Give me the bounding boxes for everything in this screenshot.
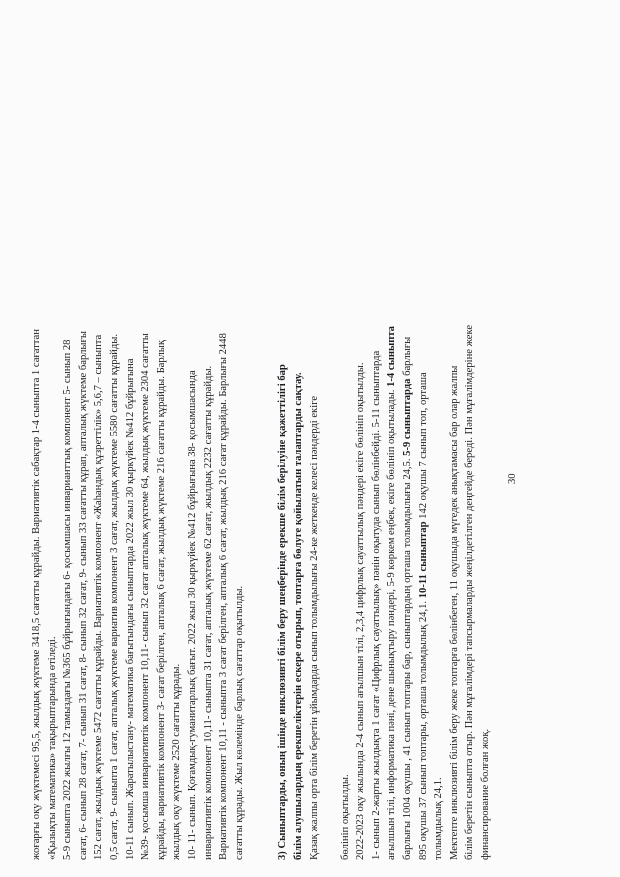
text-run: финансирование болған жоқ. <box>480 728 492 860</box>
bold-text: 3) Сыныптарды, оның ішінде инклюзивті білім беру шеңберінде ерекше білім берілуіне қажеттілігі бар <box>277 364 289 860</box>
text-line <box>45 24 61 860</box>
text-line <box>201 24 217 860</box>
text-run: «Қызықты математика» тақырыптарында өтіледі. <box>46 636 58 860</box>
bold-text: 10-11 сыныптар <box>417 521 429 599</box>
text-run: 10-11 сынып. Жаратылыстану- математика бағытындағы сыныптарда 2022 жыл 30 қыркүйек №412 бұйрығына <box>124 358 136 860</box>
blank-line <box>322 24 338 860</box>
text-line <box>60 24 76 860</box>
text-line <box>462 24 478 860</box>
text-line <box>369 24 385 860</box>
text-run: №39- қосымша инвариативтік компонент 10,11- сынып 32 сағат апталық жүктеме 64, жылдық жүктеме 2304 сағатты <box>140 333 152 860</box>
text-run: Қазақ жалпы орта білім беретін ұйымдарда сынып толымдылығы 24-ке жеткенде келесі пәндерді екіге <box>308 395 320 860</box>
text-line <box>107 24 123 860</box>
text-line <box>431 24 447 860</box>
text-line <box>416 24 432 860</box>
text-line <box>291 24 307 860</box>
text-run: құрайды, вариативтік компонент 3- сағат берілген, апталық 6 сағат, жылдық жүктеме 216 сағатты құрайды. Барлық <box>155 339 167 860</box>
text-run: білім беретін сыныпта отыр. Пән мұғалімдері тапсырмаларды жеңілдетілген деңгейде береді. Пән мұғалімдеріне жеке <box>464 324 476 860</box>
text-line <box>307 24 323 860</box>
text-run: 5-9 сыныпта 2022 жылғы 12 тамыздағы №365 бұйрығындағы 6- қосымшасы инварианттық компонент 5- сынып 28 <box>62 339 74 860</box>
text-run: Вариативтік компонент 10,11 - сыныпта 3 сағат берілген, апталық 6 сағат, жылдық 216 сағат құрайды. Барлығы 2448 <box>218 333 230 860</box>
bold-text: 1-4 сыныпта <box>386 326 398 387</box>
page-number: 30 <box>507 473 518 484</box>
text-line <box>353 24 369 860</box>
text-line <box>138 24 154 860</box>
text-line <box>216 24 232 860</box>
text-line <box>275 24 291 860</box>
document-body <box>29 24 494 860</box>
text-run: Мектепте инклюзивті білім беру жеке топтарға бөлінбеген, 11 оқушыда мүгедек анықтамасы бар олар жалпы <box>448 365 460 860</box>
text-line <box>185 24 201 860</box>
text-line <box>169 24 185 860</box>
rotated-scan <box>5 10 620 872</box>
text-line <box>478 24 494 860</box>
text-run: жоғарғы оқу жүктемесі 95,5, жылдық жүктеме 3418,5 сағатты құрайды. Вариативтік сабақтар 1-4 сыныпта 1 сағаттан <box>31 329 42 860</box>
text-line <box>384 24 400 860</box>
text-run: 142 оқушы 7 сынып топ, орташа <box>417 372 429 522</box>
text-run: 2022-2023 оқу жылында 2-4 сынып ағылшын тілі, 2,3,4 цифрлық сауаттылық пәндері екіге бөлініп оқытылды. <box>355 362 367 860</box>
text-line <box>232 24 248 860</box>
bold-text: 5-9 сыныптарда <box>402 378 414 456</box>
text-run: толымдылық 24,1. <box>433 777 445 860</box>
text-line <box>447 24 463 860</box>
text-run: 1- сынып 2-жарты жылдықта 1 сағат «Цифрлық сауаттылық» пәнін оқытуда сынып бөлінбейді. 5-11 сыныптарда <box>370 350 382 860</box>
text-line <box>76 24 92 860</box>
text-run: ағылшын тілі, информатика пәні, дене шынықтыру пәндері, 5-9 көркем еңбек, екіге бөлініп оқытылады. <box>386 386 398 860</box>
line-gap <box>261 24 275 860</box>
text-run: 895 оқушы 37 сынып топтары, орташа толымдылық 24,1. <box>417 598 429 860</box>
bold-text: білім алушылардың ерекшеліктерін ескере отырып, топтарға бөлуге қойылатын талаптарды сақтау. <box>292 372 304 860</box>
text-run: 0,5 сағат, 9- сыныпта 1 сағат, апталық жүктеме вариатив компонент 3 сағат, жылдық жүктеме 5580 сағатты құрайды. <box>108 333 120 860</box>
text-run: сағат, 6- сынып 28 сағат, 7- сынып 31 сағат, 8- сынып 32 сағат, 9- сынып 33 сағатты құрап, апталық жүктеме барлығы <box>77 330 89 860</box>
text-line <box>123 24 139 860</box>
text-run: 152 сағат, жылдық жүктеме 5472 сағатты құрайды. Вариативтік компонент «Жаһандық құзреттілік» 5,6,7 – сыныпта <box>93 334 105 860</box>
text-run: барлығы <box>402 336 414 379</box>
text-line <box>338 24 354 860</box>
text-line <box>400 24 416 860</box>
text-line <box>29 24 45 860</box>
text-line <box>154 24 170 860</box>
text-run: барлығы 1004 оқушы , 41 сынып топтары бар, сыныптардың орташа толымдылығы 24,5. <box>402 455 414 860</box>
line-gap <box>247 24 261 860</box>
text-run: жылдық оқу жүктеме 2520 сағатты құрады. <box>171 663 183 860</box>
text-run: сағатты құрады. Жыл көлемінде барлық сағаттар оқытылды. <box>233 585 245 860</box>
text-run: инвариативтік компонент 10,11- сыныпта 31 сағат, апталық жүктеме 62 сағат, жылдық 2232 сағатты құрайды. <box>202 365 214 860</box>
text-run: 10- 11- сынып. Қоғамдық-гуманитарлық бағыт. 2022 жыл 30 қыркүйек №412 бұйрығына 38- қосымшасында <box>186 370 198 860</box>
text-line <box>91 24 107 860</box>
text-run: бөлініп оқытылды. <box>339 774 351 860</box>
